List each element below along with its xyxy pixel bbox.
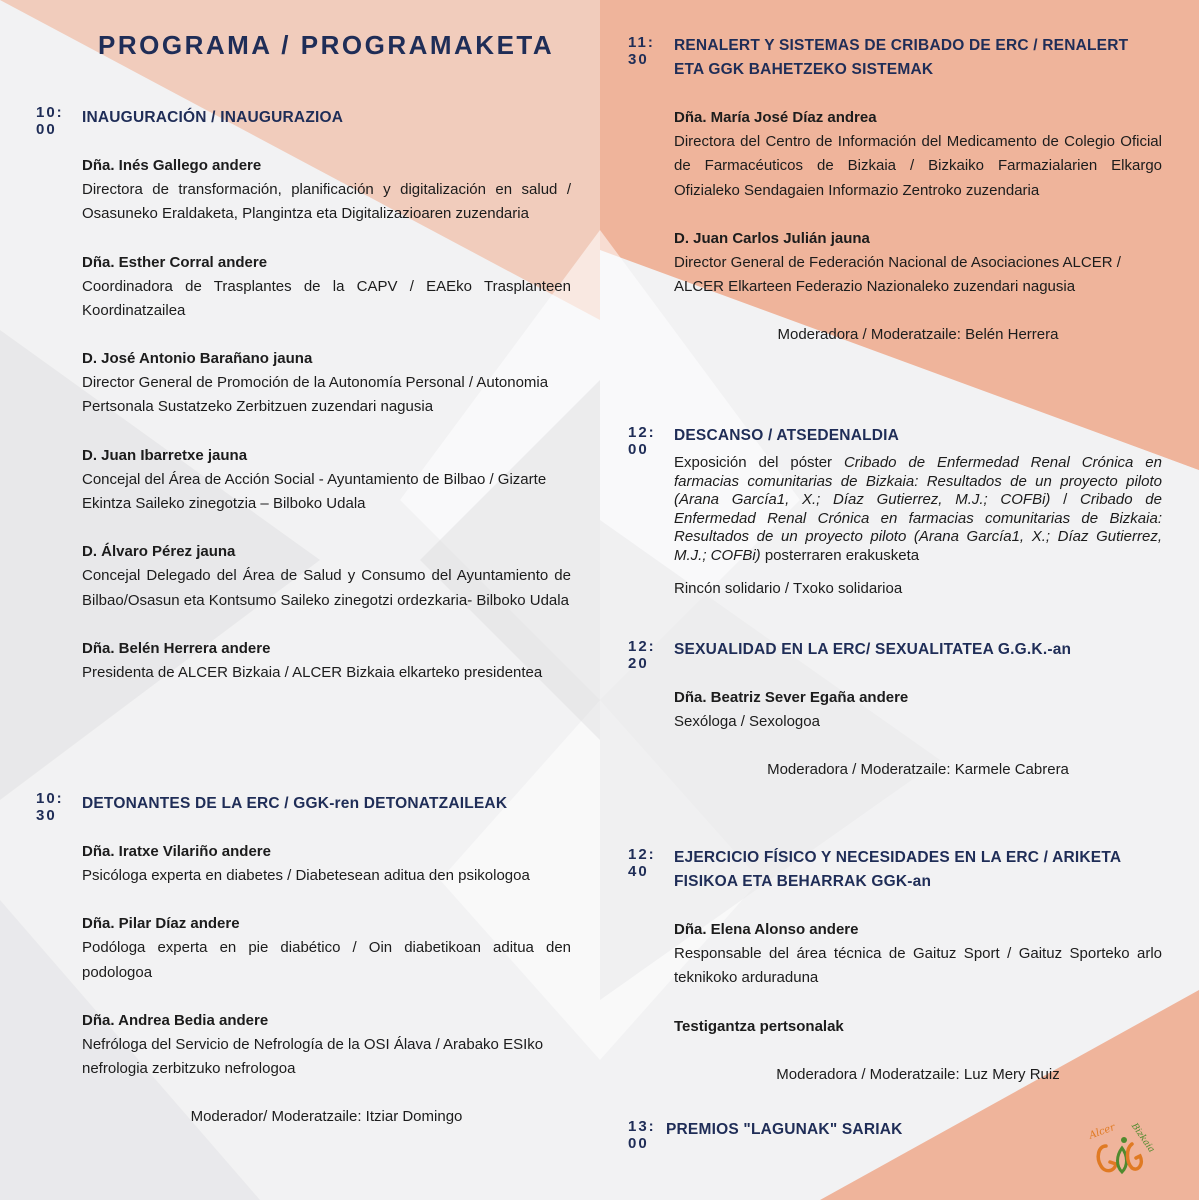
speaker-name: Dña. Andrea Bedia andere: [82, 1011, 269, 1029]
speaker-name: Dña. María José Díaz andrea: [674, 109, 877, 126]
session-descanso: [628, 424, 1162, 601]
alcer-bizkaia-logo: [1088, 1118, 1156, 1180]
session-title: SEXUALIDAD EN LA ERC/ SEXUALITATEA G.G.K.-an: [674, 641, 1072, 658]
moderator: Moderadora / Moderatzaile: Luz Mery Ruiz: [776, 1065, 1060, 1083]
speaker-role: Director General de Federación Nacional de Asociaciones ALCER / ALCER Elkarteen Federazio Nazionaleko zuzendari nagusia: [674, 253, 1121, 296]
alcer-logo-icon: [1088, 1118, 1156, 1180]
session-time: 12: 20: [628, 638, 656, 672]
speaker-name: Dña. Inés Gallego andere: [82, 157, 262, 174]
session-title: RENALERT Y SISTEMAS DE CRIBADO DE ERC / RENALERT ETA GGK BAHETZEKO SISTEMAK: [674, 37, 1129, 78]
session-title: DETONANTES DE LA ERC / GGK-ren DETONATZAILEAK: [82, 795, 508, 812]
speaker: [82, 840, 571, 888]
session-time: 10: 30: [36, 790, 64, 824]
speaker: [82, 251, 571, 324]
speaker-name: Dña. Elena Alonso andere: [674, 921, 859, 938]
speaker: [82, 1009, 571, 1082]
page-title: PROGRAMA / PROGRAMAKETA: [98, 30, 555, 60]
speaker-name: D. Álvaro Pérez jauna: [82, 543, 236, 561]
speaker: [674, 227, 1162, 300]
speaker-role: Director General de Promoción de la Autonomía Personal / Autonomia Pertsonala Sustatzeko Zerbitzuen zuzendari nagusia: [82, 374, 549, 416]
speaker-name: D. Juan Carlos Julián jauna: [674, 229, 870, 247]
speaker-role: Sexóloga / Sexologoa: [674, 713, 820, 730]
session-time: 11: 30: [628, 34, 655, 68]
session-ejercicio: [628, 846, 1162, 1087]
moderator: Moderador/ Moderatzaile: Itziar Domingo: [190, 1108, 463, 1126]
speaker: [82, 444, 571, 517]
session-title: DESCANSO / ATSEDENALDIA: [674, 427, 900, 444]
session-title: INAUGURACIÓN / INAUGURAZIOA: [82, 109, 344, 126]
poster-note: Exposición del póster Cribado de Enfermedad Renal Crónica en farmacias comunitarias de Bizkaia: Resultados de un proyecto piloto (Arana García1, X.; Díaz Gutierrez, M.J.; COFBi) / Cribado de Enfermedad Renal Crónica en farmacias comunitarias de Bizkaia: Resultados de un proyecto piloto (Arana García1, X.; Díaz Gutierrez, M.J.; COFBi) posterraren erakusketa: [674, 454, 1162, 564]
speaker: [674, 686, 1162, 734]
session-time: 13: 00: [628, 1118, 656, 1152]
session-premios: [628, 1118, 1162, 1152]
speaker-name: D. Juan Ibarretxe jauna: [82, 446, 248, 464]
speaker-role: Concejal del Área de Acción Social - Ayuntamiento de Bilbao / Gizarte Ekintza Saileko zinegotzia – Bilboko Udala: [82, 470, 547, 513]
speaker-role: Concejal Delegado del Área de Salud y Consumo del Ayuntamiento de Bilbao/Osasun eta Kontsumo Saileko zinegotzi ordezkaria- Bilboko Udala: [82, 567, 571, 609]
speaker-role: Directora del Centro de Información del Medicamento de Colegio Oficial de Farmacéuticos de Bizkaia / Bizkaiko Farmazialarien Elkargo Ofizialeko Sendagaien Informazio Zentroko zuzendaria: [674, 133, 1162, 199]
speaker-name: Dña. Beatriz Sever Egaña andere: [674, 689, 909, 706]
rincon-solidario: Rincón solidario / Txoko solidarioa: [674, 580, 903, 597]
session-renalert: [628, 34, 1162, 347]
speaker: [82, 637, 571, 685]
session-title: PREMIOS "LAGUNAK" SARIAK: [666, 1121, 903, 1138]
speaker: [82, 154, 571, 227]
session-title: EJERCICIO FÍSICO Y NECESIDADES EN LA ERC / ARIKETA FISIKOA ETA BEHARRAK GGK-an: [674, 849, 1121, 890]
speaker-role: Presidenta de ALCER Bizkaia / ALCER Bizkaia elkarteko presidentea: [82, 663, 543, 681]
speaker: [82, 347, 571, 420]
moderator: Moderadora / Moderatzaile: Belén Herrera: [777, 326, 1059, 344]
speaker: [82, 912, 571, 985]
speaker-name: D. José Antonio Barañano jauna: [82, 350, 313, 368]
speaker-role: Nefróloga del Servicio de Nefrología de la OSI Álava / Arabako ESIko nefrologia zerbitzuko nefrologoa: [82, 1035, 544, 1078]
speaker-role: Psicóloga experta en diabetes / Diabetesean aditua den psikologoa: [82, 867, 530, 884]
speaker-name: Dña. Esther Corral andere: [82, 253, 268, 271]
session-sexualidad: [628, 638, 1162, 782]
speaker: [674, 918, 1162, 991]
session-time: 12: 40: [628, 846, 656, 880]
session-time: 12: 00: [628, 424, 656, 458]
session-detonantes: [36, 790, 571, 1129]
session-inauguracion: [36, 104, 571, 685]
svg-text:Alcer: Alcer: [1088, 1122, 1117, 1142]
speaker-name: Dña. Pilar Díaz andere: [82, 915, 240, 933]
speaker-role: Responsable del área técnica de Gaituz Sport / Gaituz Sporteko arlo teknikoko arduraduna: [674, 945, 1162, 987]
session-time: 10: 00: [36, 104, 64, 138]
speaker-name: Dña. Iratxe Vilariño andere: [82, 843, 271, 860]
svg-text:Bizkaia: Bizkaia: [1128, 1121, 1156, 1155]
speaker: [674, 1015, 1162, 1039]
speaker-name: Testigantza pertsonalak: [674, 1017, 844, 1035]
speaker-name: Dña. Belén Herrera andere: [82, 639, 271, 657]
speaker-role: Coordinadora de Trasplantes de la CAPV / EAEko Trasplanteen Koordinatzailea: [82, 277, 571, 319]
moderator: Moderadora / Moderatzaile: Karmele Cabrera: [767, 761, 1069, 779]
speaker-role: Directora de transformación, planificación y digitalización en salud / Osasuneko Eraldaketa, Plangintza eta Digitalizazioaren zuzendaria: [82, 181, 571, 223]
speaker: [674, 106, 1162, 203]
speaker: [82, 540, 571, 613]
speaker-role: Podóloga experta en pie diabético / Oin diabetikoan aditua den podologoa: [82, 939, 571, 981]
